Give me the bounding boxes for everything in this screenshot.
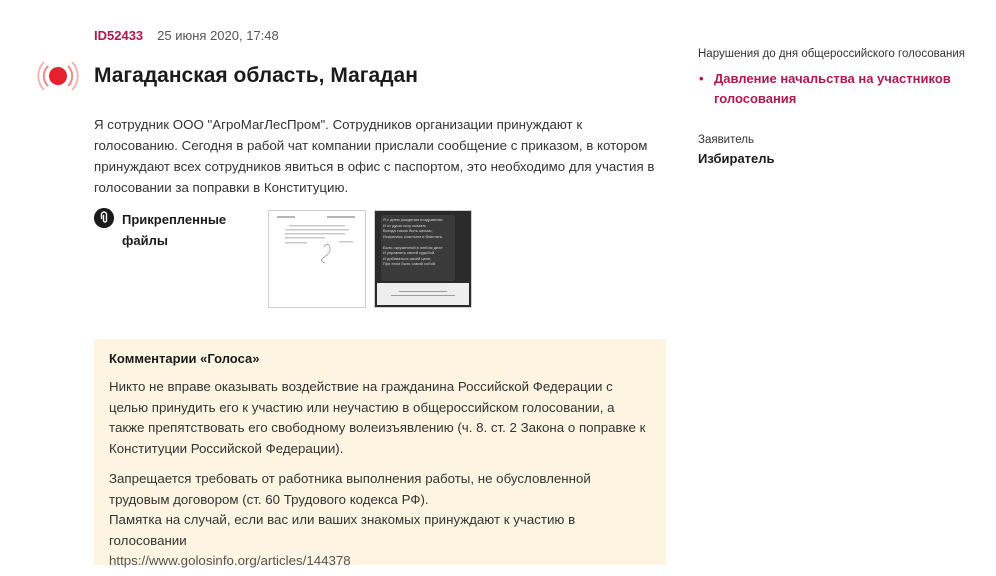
violations-category-label: Нарушения до дня общероссийского голосования <box>698 48 965 60</box>
violation-link[interactable] <box>698 69 964 109</box>
bullet-icon: • <box>699 71 704 86</box>
report-title: Магаданская область, Магадан <box>94 64 418 87</box>
radar-alert-icon <box>36 54 80 98</box>
golos-comments-panel <box>94 339 666 568</box>
comments-paragraph-text: Запрещается требовать от работника выполнения работы, не обусловленной трудовым договором (ст. 60 Трудового кодекса РФ). <box>109 471 591 507</box>
attachment-thumbnail-chat-screenshot[interactable] <box>374 210 472 308</box>
report-date: 25 июня 2020, 17:48 <box>157 28 279 43</box>
violations-list <box>698 69 988 109</box>
comments-title: Комментарии «Голоса» <box>109 351 260 366</box>
chat-message-text: Я с днем рождения поздравляю И от души хочу сказать Всегда такою быть желаю, Искрилась счастьем и блистать. Быть окруженной в любом деле И управлять своей судьбой. И добиваться своей цели, При этом быть самой собой. <box>383 217 444 266</box>
applicant-value: Избиратель <box>698 151 775 166</box>
violation-label: Давление начальства на участников голосования <box>714 71 951 106</box>
report-sidebar <box>698 48 988 166</box>
comments-reminder-text: Памятка на случай, если вас или ваших знакомых принуждают к участию в голосовании <box>109 512 576 548</box>
attachment-thumbnail-document[interactable] <box>268 210 366 308</box>
golosinfo-article-link[interactable]: https://www.golosinfo.org/articles/144378 <box>109 553 351 568</box>
comments-paragraph: Никто не вправе оказывать воздействие на гражданина Российской Федерации с целью принудить его к участию или неучастию в общероссийском голосовании, а также препятствовать его свободному волеизъявлению (ч. 8. ст. 2 Закона о поправке к Конституции Российской Федерации). <box>109 379 646 456</box>
report-meta <box>94 28 279 43</box>
document-thumbnail-icon <box>269 211 365 307</box>
applicant-label: Заявитель <box>698 134 754 146</box>
report-id[interactable]: ID52433 <box>94 28 144 43</box>
forwarded-document-preview <box>377 283 469 305</box>
paperclip-icon <box>94 208 114 228</box>
report-description: Я сотрудник ООО "АгроМагЛесПром". Сотрудников организации принуждают к голосованию. Сегодня в рабой чат компании прислали сообщение с приказом, в котором принуждают всех сотрудников явиться в офис с паспортом, это необходимо для участия в голосовании за поправки в Конституцию. <box>94 117 655 195</box>
attachments-label: Прикрепленные файлы <box>122 212 227 248</box>
comments-paragraph <box>109 469 651 572</box>
